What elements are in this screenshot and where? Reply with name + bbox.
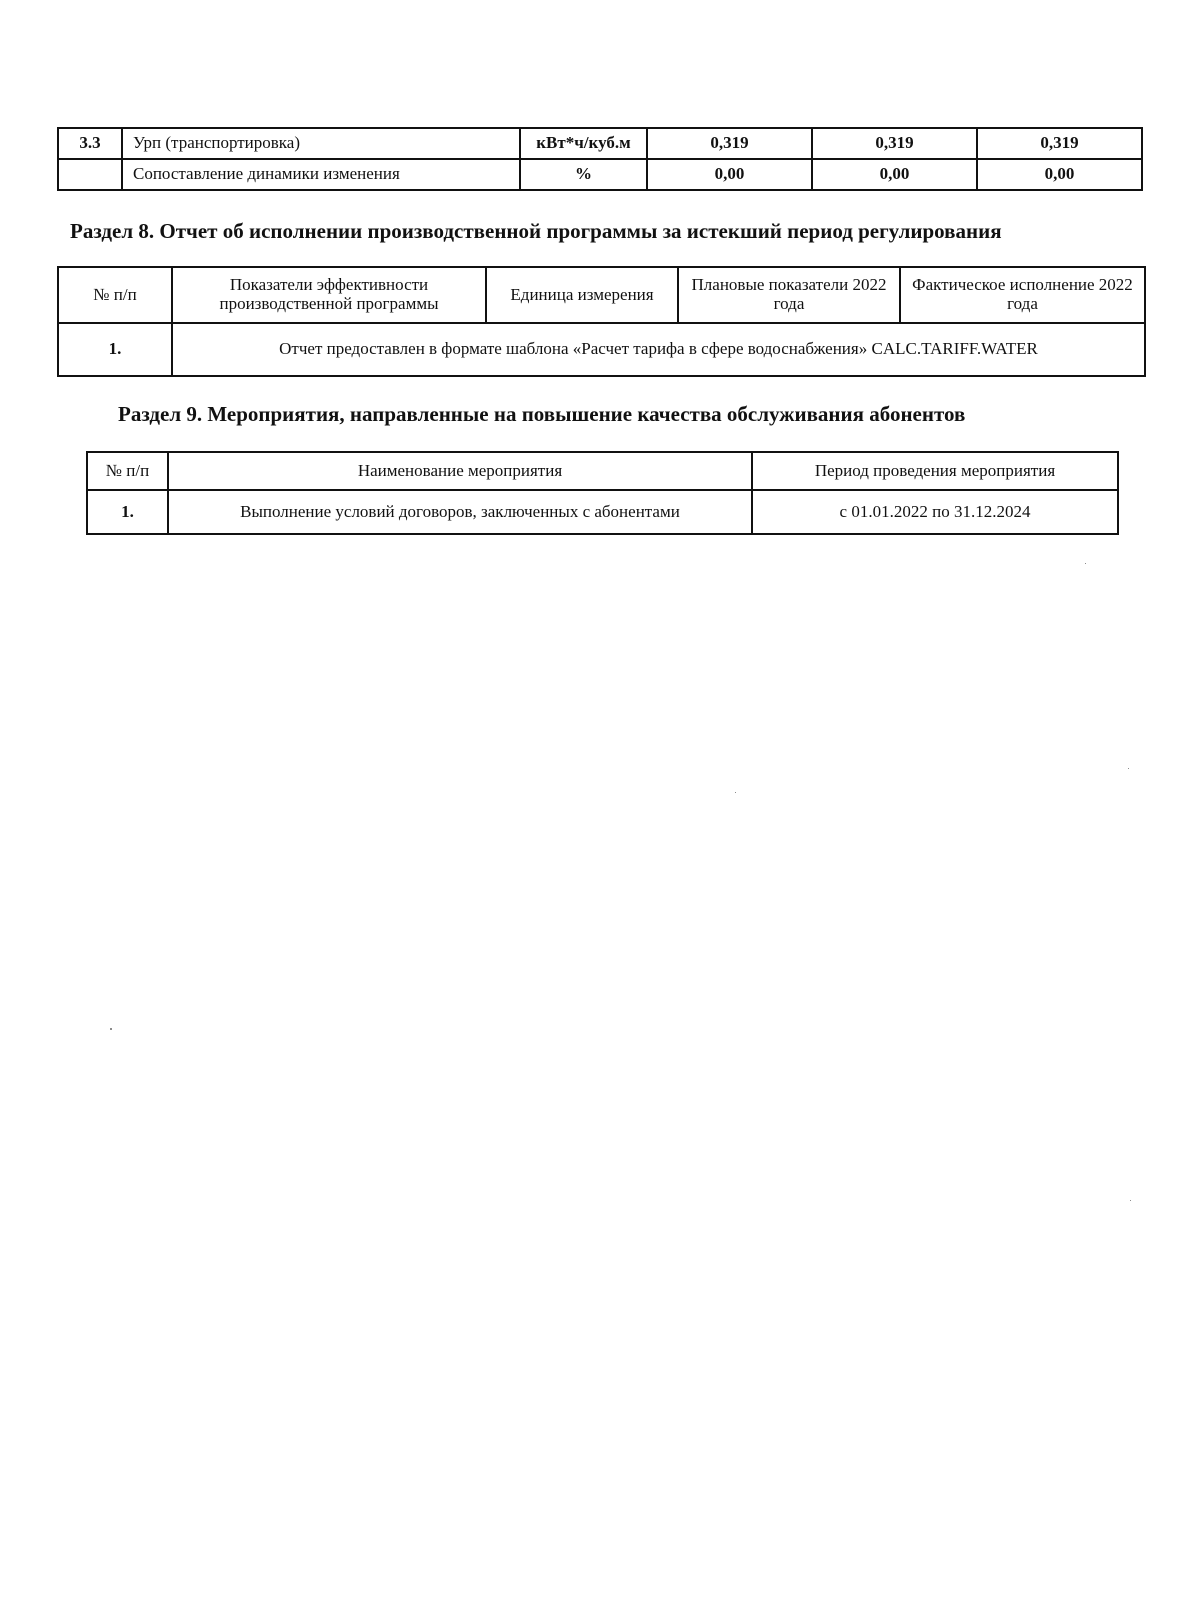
value-cell: 0,00 <box>977 159 1142 190</box>
measure-name: Выполнение условий договоров, заключенных с абонентами <box>168 490 752 534</box>
table-row <box>58 323 1145 376</box>
value-cell: 0,00 <box>812 159 977 190</box>
scan-speck <box>110 1028 112 1030</box>
production-program-report-table <box>57 266 1146 377</box>
header-num: № п/п <box>87 452 168 490</box>
section-8-title: Раздел 8. Отчет об исполнении производственной программы за истекший период регулирования <box>70 219 1002 243</box>
scan-speck <box>1128 768 1129 769</box>
table-header-row <box>87 452 1118 490</box>
indicator-name: Сопоставление динамики изменения <box>122 159 520 190</box>
indicator-name: Урп (транспортировка) <box>122 128 520 159</box>
table-header-row <box>58 267 1145 323</box>
row-number: 3.3 <box>58 128 122 159</box>
table-row <box>58 128 1142 159</box>
unit-cell: % <box>520 159 647 190</box>
service-quality-measures-table <box>86 451 1119 535</box>
row-number <box>58 159 122 190</box>
report-note: Отчет предоставлен в формате шаблона «Расчет тарифа в сфере водоснабжения» CALC.TARIFF.WATER <box>172 323 1145 376</box>
table-row <box>87 490 1118 534</box>
header-unit: Единица измерения <box>486 267 678 323</box>
value-cell: 0,319 <box>647 128 812 159</box>
scan-speck <box>1130 1200 1131 1201</box>
value-cell: 0,00 <box>647 159 812 190</box>
unit-cell: кВт*ч/куб.м <box>520 128 647 159</box>
header-indicators: Показатели эффективности производственной программы <box>172 267 486 323</box>
energy-consumption-table <box>57 127 1143 191</box>
value-cell: 0,319 <box>812 128 977 159</box>
header-measure-name: Наименование мероприятия <box>168 452 752 490</box>
scan-speck <box>1085 563 1086 564</box>
scan-speck <box>735 792 736 793</box>
header-num: № п/п <box>58 267 172 323</box>
header-actual: Фактическое исполнение 2022 года <box>900 267 1145 323</box>
value-cell: 0,319 <box>977 128 1142 159</box>
row-number: 1. <box>58 323 172 376</box>
measure-period: с 01.01.2022 по 31.12.2024 <box>752 490 1118 534</box>
header-planned: Плановые показатели 2022 года <box>678 267 900 323</box>
section-9-title: Раздел 9. Мероприятия, направленные на повышение качества обслуживания абонентов <box>118 402 966 426</box>
table-row <box>58 159 1142 190</box>
header-period: Период проведения мероприятия <box>752 452 1118 490</box>
row-number: 1. <box>87 490 168 534</box>
